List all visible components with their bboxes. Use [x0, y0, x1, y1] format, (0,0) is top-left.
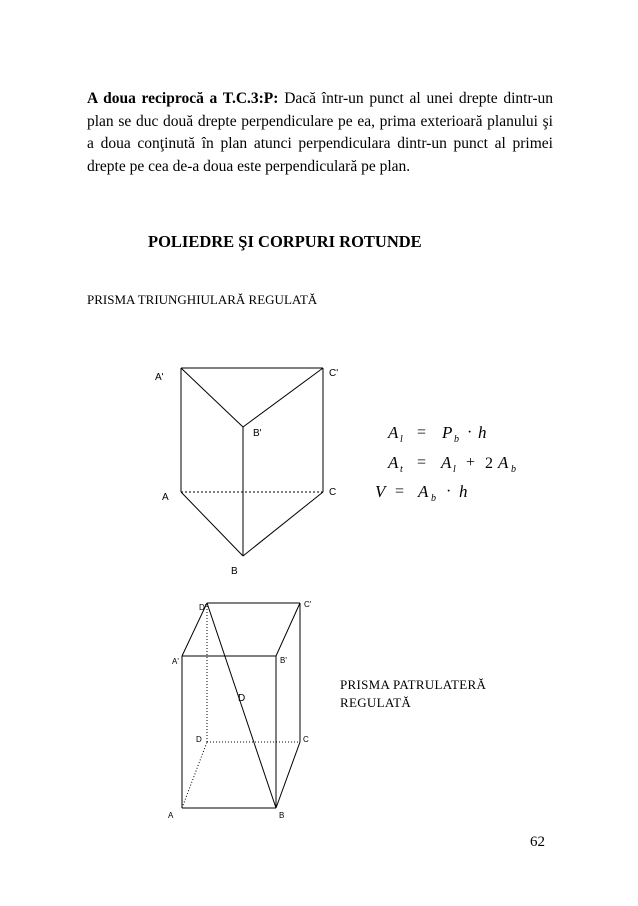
triangular-prism-title: PRISMA TRIUNGHIULARĂ REGULATĂ — [87, 292, 318, 307]
svg-text:+: + — [466, 454, 476, 471]
svg-text:=: = — [395, 483, 405, 500]
label-a-prime-2: A' — [172, 657, 179, 666]
formula-volume — [375, 482, 468, 504]
svg-text:·: · — [446, 483, 452, 500]
square-prism-title-line2: REGULATĂ — [340, 695, 412, 710]
formula-total-area — [387, 453, 516, 475]
label-c-2: C — [303, 735, 309, 744]
theorem-title: A doua reciprocă a T.C.3:P: — [87, 90, 279, 107]
svg-text:=: = — [417, 454, 427, 471]
svg-text:t: t — [400, 464, 403, 475]
diagonal-d1-b — [207, 603, 276, 808]
svg-text:b: b — [454, 434, 459, 445]
label-b: B — [231, 566, 238, 577]
label-c-prime: C' — [329, 368, 339, 379]
svg-text:h: h — [478, 423, 487, 442]
edge-c-b — [243, 492, 323, 556]
svg-text:=: = — [417, 424, 427, 441]
svg-text:2: 2 — [485, 455, 493, 472]
edge-a-d-hidden — [182, 742, 207, 808]
label-c: C — [329, 487, 337, 498]
square-prism-title-line1: PRISMA PATRULATERĂ — [340, 677, 487, 692]
svg-text:l: l — [453, 464, 456, 475]
edge-b-c — [276, 742, 300, 808]
label-c-prime-2: C' — [304, 600, 312, 609]
svg-text:A: A — [418, 482, 429, 501]
svg-text:h: h — [459, 482, 468, 501]
edge-a-b — [181, 492, 243, 556]
label-b-2: B — [279, 811, 285, 820]
label-b-prime-2: B' — [280, 656, 287, 665]
label-a-2: A — [168, 811, 174, 820]
label-b-prime: B' — [253, 428, 262, 439]
svg-text:A: A — [388, 453, 399, 472]
label-d: D — [196, 735, 202, 744]
formula-lateral-area — [387, 423, 487, 445]
svg-text:b: b — [511, 464, 516, 475]
square-prism-figure — [182, 603, 300, 808]
edge-a1-b1 — [181, 368, 243, 427]
svg-text:b: b — [431, 493, 436, 504]
svg-text:V: V — [375, 482, 386, 501]
label-a: A — [162, 492, 169, 503]
svg-text:A: A — [388, 423, 399, 442]
label-d-prime: D' — [199, 603, 207, 612]
svg-text:·: · — [467, 424, 473, 441]
edge-c1-b1 — [276, 603, 300, 656]
svg-text:P: P — [442, 423, 453, 442]
label-diagonal: D — [238, 693, 246, 704]
label-a-prime: A' — [155, 372, 164, 383]
theorem-body: Dacă într-un punct al unei drepte dintr-un plan se duc două drepte perpendiculare pe ea, prima exterioară planului şi a doua conţinută în plan atunci perpendiculara dintr-un punct al primei drepte pe cea de-a doua este perpendiculară pe plan. — [87, 90, 553, 175]
svg-text:l: l — [400, 434, 403, 445]
page-number: 62 — [530, 834, 545, 850]
edge-c1-b1 — [243, 368, 323, 427]
section-heading: POLIEDRE ŞI CORPURI ROTUNDE — [148, 232, 422, 251]
square-prism-title — [340, 676, 540, 712]
svg-text:A: A — [498, 453, 509, 472]
svg-text:A: A — [441, 453, 452, 472]
